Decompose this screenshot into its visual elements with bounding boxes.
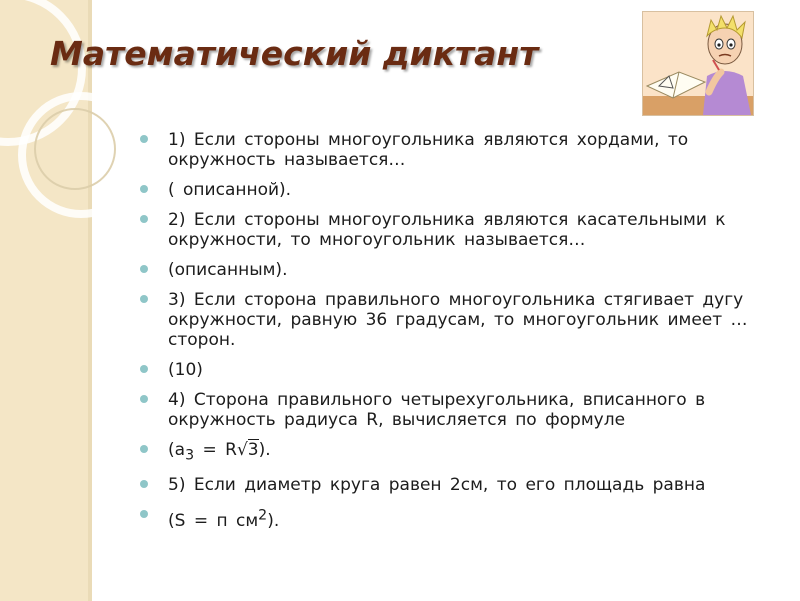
bullet-icon — [140, 445, 148, 453]
formula-subscript: 3 — [185, 447, 195, 464]
bullet-icon — [140, 185, 148, 193]
formula-radicand: 3 — [247, 440, 259, 460]
sqrt-icon: √ — [236, 440, 248, 460]
list-item — [140, 210, 760, 250]
item-text: 4) Сторона правильного четырехугольника, вписанного в окружность радиуса R, вычисляется по формуле — [168, 390, 706, 430]
item-text: 1) Если стороны многоугольника являются хордами, то окружность называется… — [168, 130, 689, 170]
item-text: (10) — [168, 360, 203, 380]
formula-superscript: 2 — [258, 507, 268, 524]
formula-part: (a — [168, 440, 186, 460]
item-text: (описанным). — [168, 260, 288, 280]
list-item — [140, 130, 760, 170]
item-text: 3) Если сторона правильного многоугольника стягивает дугу окружности, равную 36 градусам, то многоугольник имеет …сторон. — [168, 290, 748, 350]
list-item — [140, 475, 760, 495]
list-item — [140, 440, 760, 465]
bullet-icon — [140, 265, 148, 273]
bullet-icon — [140, 510, 148, 518]
formula-text — [168, 440, 271, 464]
formula-part: = R — [194, 440, 237, 460]
formula-text — [168, 507, 280, 532]
dictation-list — [140, 130, 760, 541]
item-text: ( описанной). — [168, 180, 292, 200]
formula-part: ). — [267, 511, 280, 532]
list-item — [140, 505, 760, 531]
student-with-book-clipart-icon — [642, 11, 754, 116]
list-item — [140, 260, 760, 280]
decorative-band-edge — [88, 0, 92, 601]
formula-part: ). — [258, 440, 271, 460]
formula-part: (S = п см — [168, 511, 259, 532]
bullet-icon — [140, 395, 148, 403]
list-item — [140, 360, 760, 380]
item-text: 5) Если диаметр круга равен 2см, то его площадь равна — [168, 475, 706, 496]
list-item — [140, 180, 760, 200]
slide-title: Математический диктант — [50, 34, 539, 73]
bullet-icon — [140, 215, 148, 223]
bullet-icon — [140, 135, 148, 143]
bullet-icon — [140, 295, 148, 303]
item-text: 2) Если стороны многоугольника являются касательными к окружности, то многоугольник называется… — [168, 210, 726, 250]
bullet-icon — [140, 480, 148, 488]
decorative-left-band — [0, 0, 88, 601]
bullet-icon — [140, 365, 148, 373]
list-item — [140, 390, 760, 430]
list-item — [140, 290, 760, 350]
